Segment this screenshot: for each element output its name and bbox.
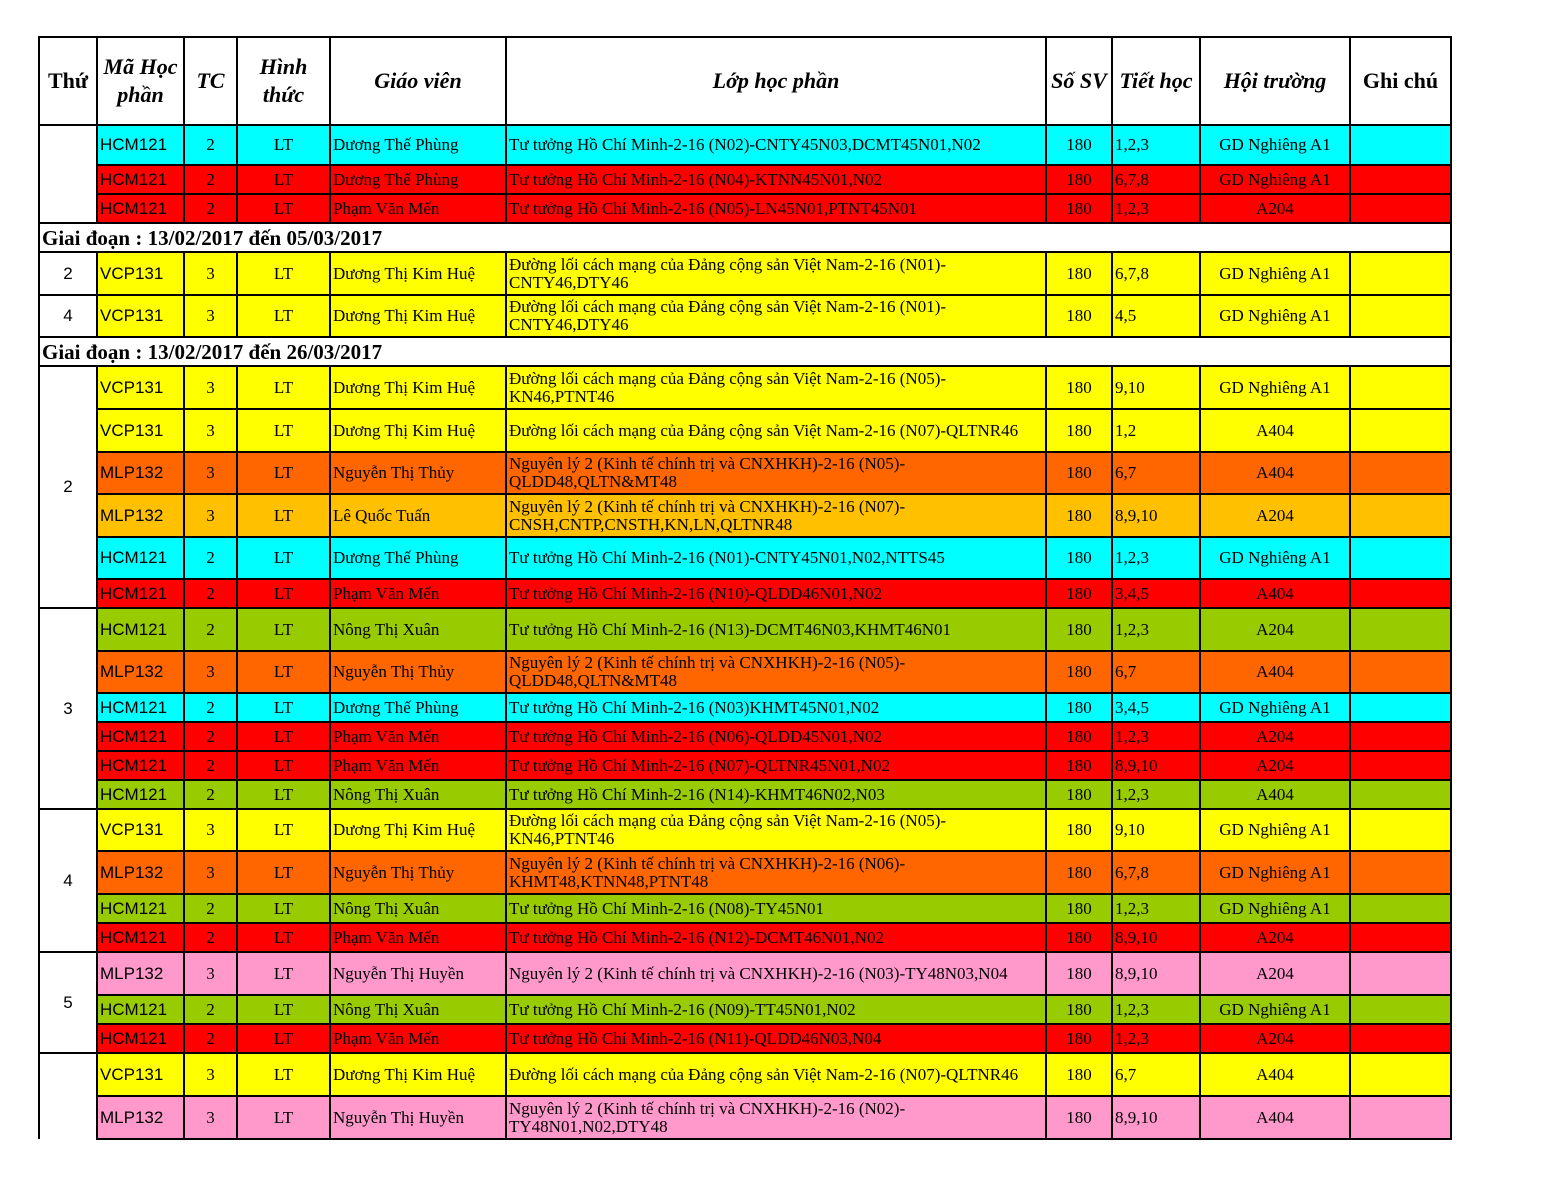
cell-ma-hoc-phan: HCM121 [97, 579, 184, 608]
cell-so-sv: 180 [1046, 608, 1112, 651]
cell-so-sv: 180 [1046, 894, 1112, 923]
header-row [39, 37, 1451, 125]
cell-tc: 3 [184, 252, 237, 295]
cell-tiet-hoc: 4,5 [1112, 295, 1200, 337]
schedule-table [38, 36, 1452, 1140]
cell-hoi-truong: A204 [1200, 494, 1350, 537]
cell-giao-vien: Dương Thị Kim Huệ [330, 409, 506, 452]
cell-thu: 4 [39, 809, 97, 952]
cell-tc: 3 [184, 295, 237, 337]
table-row [39, 608, 1451, 651]
cell-lop-hoc-phan: Tư tưởng Hồ Chí Minh-2-16 (N05)-LN45N01,PTNT45N01 [506, 194, 1046, 223]
cell-tc: 2 [184, 194, 237, 223]
cell-giao-vien: Phạm Văn Mến [330, 1024, 506, 1053]
cell-hinh-thuc: LT [237, 252, 330, 295]
cell-tc: 3 [184, 851, 237, 894]
table-row [39, 809, 1451, 851]
cell-ghi-chu [1350, 894, 1451, 923]
cell-so-sv: 180 [1046, 125, 1112, 165]
cell-lop-hoc-phan: Đường lối cách mạng của Đảng cộng sản Việt Nam-2-16 (N07)-QLTNR46 [506, 409, 1046, 452]
cell-ma-hoc-phan: HCM121 [97, 995, 184, 1024]
cell-so-sv: 180 [1046, 722, 1112, 751]
cell-tiet-hoc: 6,7 [1112, 651, 1200, 693]
cell-lop-hoc-phan: Tư tưởng Hồ Chí Minh-2-16 (N12)-DCMT46N01,N02 [506, 923, 1046, 952]
cell-hinh-thuc: LT [237, 693, 330, 722]
cell-hinh-thuc: LT [237, 1024, 330, 1053]
cell-ma-hoc-phan: HCM121 [97, 125, 184, 165]
cell-ghi-chu [1350, 537, 1451, 579]
header-giao-vien: Giáo viên [330, 37, 506, 125]
cell-ma-hoc-phan: HCM121 [97, 165, 184, 194]
cell-so-sv: 180 [1046, 295, 1112, 337]
cell-ghi-chu [1350, 194, 1451, 223]
table-row [39, 1053, 1451, 1096]
cell-tiet-hoc: 1,2,3 [1112, 722, 1200, 751]
cell-ma-hoc-phan: HCM121 [97, 894, 184, 923]
cell-tiet-hoc: 8,9,10 [1112, 494, 1200, 537]
schedule-body [39, 125, 1451, 1139]
table-row [39, 409, 1451, 452]
cell-hoi-truong: A404 [1200, 1053, 1350, 1096]
cell-so-sv: 180 [1046, 1053, 1112, 1096]
cell-giao-vien: Nguyễn Thị Thủy [330, 651, 506, 693]
cell-hoi-truong: A204 [1200, 952, 1350, 995]
table-row [39, 252, 1451, 295]
cell-so-sv: 180 [1046, 194, 1112, 223]
table-row [39, 194, 1451, 223]
cell-so-sv: 180 [1046, 651, 1112, 693]
cell-giao-vien: Dương Thế Phùng [330, 693, 506, 722]
cell-thu: 2 [39, 252, 97, 295]
cell-so-sv: 180 [1046, 165, 1112, 194]
table-row [39, 651, 1451, 693]
cell-hoi-truong: A404 [1200, 780, 1350, 809]
cell-hinh-thuc: LT [237, 751, 330, 780]
cell-lop-hoc-phan: Tư tưởng Hồ Chí Minh-2-16 (N04)-KTNN45N01,N02 [506, 165, 1046, 194]
header-ghi-chu: Ghi chú [1350, 37, 1451, 125]
cell-giao-vien: Dương Thế Phùng [330, 165, 506, 194]
cell-tc: 3 [184, 494, 237, 537]
table-row [39, 452, 1451, 494]
cell-giao-vien: Phạm Văn Mến [330, 194, 506, 223]
cell-ma-hoc-phan: HCM121 [97, 194, 184, 223]
cell-lop-hoc-phan: Tư tưởng Hồ Chí Minh-2-16 (N14)-KHMT46N02,N03 [506, 780, 1046, 809]
cell-so-sv: 180 [1046, 952, 1112, 995]
cell-hoi-truong: GD Nghiêng A1 [1200, 995, 1350, 1024]
cell-ghi-chu [1350, 452, 1451, 494]
cell-hoi-truong: GD Nghiêng A1 [1200, 537, 1350, 579]
cell-tc: 2 [184, 995, 237, 1024]
cell-giao-vien: Phạm Văn Mến [330, 751, 506, 780]
cell-so-sv: 180 [1046, 780, 1112, 809]
cell-so-sv: 180 [1046, 693, 1112, 722]
cell-lop-hoc-phan: Tư tưởng Hồ Chí Minh-2-16 (N06)-QLDD45N01,N02 [506, 722, 1046, 751]
cell-giao-vien: Dương Thị Kim Huệ [330, 366, 506, 409]
cell-hoi-truong: GD Nghiêng A1 [1200, 851, 1350, 894]
cell-lop-hoc-phan: Tư tưởng Hồ Chí Minh-2-16 (N01)-CNTY45N01,N02,NTTS45 [506, 537, 1046, 579]
cell-hinh-thuc: LT [237, 1096, 330, 1139]
cell-lop-hoc-phan: Nguyên lý 2 (Kinh tế chính trị và CNXHKH)-2-16 (N03)-TY48N03,N04 [506, 952, 1046, 995]
table-row [39, 295, 1451, 337]
cell-ghi-chu [1350, 125, 1451, 165]
cell-tc: 2 [184, 537, 237, 579]
table-row [39, 851, 1451, 894]
cell-tiet-hoc: 1,2,3 [1112, 125, 1200, 165]
cell-hinh-thuc: LT [237, 894, 330, 923]
header-tc: TC [184, 37, 237, 125]
cell-ghi-chu [1350, 1024, 1451, 1053]
cell-hoi-truong: A404 [1200, 1096, 1350, 1139]
cell-tiet-hoc: 9,10 [1112, 366, 1200, 409]
cell-hoi-truong: A204 [1200, 751, 1350, 780]
cell-ghi-chu [1350, 608, 1451, 651]
header-tiet-hoc: Tiết học [1112, 37, 1200, 125]
cell-tiet-hoc: 8,9,10 [1112, 1096, 1200, 1139]
cell-giao-vien: Nguyễn Thị Thủy [330, 851, 506, 894]
cell-ghi-chu [1350, 722, 1451, 751]
cell-ma-hoc-phan: HCM121 [97, 1024, 184, 1053]
cell-hinh-thuc: LT [237, 722, 330, 751]
cell-ma-hoc-phan: MLP132 [97, 494, 184, 537]
cell-so-sv: 180 [1046, 366, 1112, 409]
table-row [39, 722, 1451, 751]
table-row [39, 1096, 1451, 1139]
cell-tiet-hoc: 8,9,10 [1112, 751, 1200, 780]
cell-ma-hoc-phan: HCM121 [97, 780, 184, 809]
cell-tc: 2 [184, 780, 237, 809]
cell-tc: 3 [184, 409, 237, 452]
cell-hinh-thuc: LT [237, 651, 330, 693]
table-row [39, 693, 1451, 722]
cell-giao-vien: Lê Quốc Tuấn [330, 494, 506, 537]
cell-ghi-chu [1350, 651, 1451, 693]
cell-lop-hoc-phan: Nguyên lý 2 (Kinh tế chính trị và CNXHKH)-2-16 (N05)-QLDD48,QLTN&MT48 [506, 651, 1046, 693]
cell-tiet-hoc: 3,4,5 [1112, 693, 1200, 722]
cell-giao-vien: Phạm Văn Mến [330, 923, 506, 952]
cell-hinh-thuc: LT [237, 494, 330, 537]
cell-hinh-thuc: LT [237, 125, 330, 165]
cell-ghi-chu [1350, 252, 1451, 295]
header-lop-hoc-phan: Lớp học phần [506, 37, 1046, 125]
cell-so-sv: 180 [1046, 995, 1112, 1024]
cell-ma-hoc-phan: MLP132 [97, 651, 184, 693]
cell-so-sv: 180 [1046, 851, 1112, 894]
cell-tiet-hoc: 6,7,8 [1112, 165, 1200, 194]
cell-ma-hoc-phan: VCP131 [97, 809, 184, 851]
cell-ma-hoc-phan: VCP131 [97, 366, 184, 409]
cell-ghi-chu [1350, 780, 1451, 809]
cell-hoi-truong: A204 [1200, 923, 1350, 952]
cell-lop-hoc-phan: Tư tưởng Hồ Chí Minh-2-16 (N02)-CNTY45N03,DCMT45N01,N02 [506, 125, 1046, 165]
cell-giao-vien: Dương Thị Kim Huệ [330, 1053, 506, 1096]
cell-giao-vien: Nông Thị Xuân [330, 894, 506, 923]
cell-thu [39, 125, 97, 223]
cell-ma-hoc-phan: MLP132 [97, 952, 184, 995]
cell-lop-hoc-phan: Nguyên lý 2 (Kinh tế chính trị và CNXHKH)-2-16 (N05)-QLDD48,QLTN&MT48 [506, 452, 1046, 494]
cell-giao-vien: Phạm Văn Mến [330, 722, 506, 751]
cell-ghi-chu [1350, 751, 1451, 780]
cell-tc: 3 [184, 452, 237, 494]
cell-giao-vien: Dương Thị Kim Huệ [330, 295, 506, 337]
cell-tc: 3 [184, 366, 237, 409]
cell-ghi-chu [1350, 851, 1451, 894]
cell-ma-hoc-phan: HCM121 [97, 537, 184, 579]
cell-hinh-thuc: LT [237, 579, 330, 608]
cell-thu: 4 [39, 295, 97, 337]
table-row [39, 165, 1451, 194]
cell-hinh-thuc: LT [237, 295, 330, 337]
cell-ma-hoc-phan: MLP132 [97, 1096, 184, 1139]
cell-hoi-truong: A204 [1200, 608, 1350, 651]
cell-thu: 2 [39, 366, 97, 608]
cell-ghi-chu [1350, 952, 1451, 995]
cell-ghi-chu [1350, 409, 1451, 452]
cell-tiet-hoc: 1,2,3 [1112, 194, 1200, 223]
cell-ma-hoc-phan: HCM121 [97, 923, 184, 952]
table-row [39, 923, 1451, 952]
cell-tc: 3 [184, 809, 237, 851]
cell-ghi-chu [1350, 809, 1451, 851]
table-row [39, 780, 1451, 809]
cell-lop-hoc-phan: Nguyên lý 2 (Kinh tế chính trị và CNXHKH)-2-16 (N06)-KHMT48,KTNN48,PTNT48 [506, 851, 1046, 894]
cell-lop-hoc-phan: Tư tưởng Hồ Chí Minh-2-16 (N13)-DCMT46N03,KHMT46N01 [506, 608, 1046, 651]
cell-tiet-hoc: 1,2,3 [1112, 608, 1200, 651]
cell-so-sv: 180 [1046, 537, 1112, 579]
cell-lop-hoc-phan: Tư tưởng Hồ Chí Minh-2-16 (N09)-TT45N01,N02 [506, 995, 1046, 1024]
cell-so-sv: 180 [1046, 579, 1112, 608]
cell-tc: 3 [184, 1053, 237, 1096]
cell-hinh-thuc: LT [237, 194, 330, 223]
phase-label: Giai đoạn : 13/02/2017 đến 05/03/2017 [39, 223, 1451, 252]
cell-lop-hoc-phan: Tư tưởng Hồ Chí Minh-2-16 (N07)-QLTNR45N01,N02 [506, 751, 1046, 780]
cell-giao-vien: Nguyễn Thị Thủy [330, 452, 506, 494]
cell-ma-hoc-phan: MLP132 [97, 851, 184, 894]
table-row [39, 125, 1451, 165]
cell-tc: 2 [184, 125, 237, 165]
cell-so-sv: 180 [1046, 923, 1112, 952]
cell-tiet-hoc: 1,2,3 [1112, 995, 1200, 1024]
cell-tiet-hoc: 8,9,10 [1112, 923, 1200, 952]
cell-so-sv: 180 [1046, 1096, 1112, 1139]
cell-lop-hoc-phan: Tư tưởng Hồ Chí Minh-2-16 (N03)KHMT45N01,N02 [506, 693, 1046, 722]
cell-tc: 2 [184, 165, 237, 194]
cell-tc: 2 [184, 1024, 237, 1053]
cell-lop-hoc-phan: Đường lối cách mạng của Đảng cộng sản Việt Nam-2-16 (N05)-KN46,PTNT46 [506, 366, 1046, 409]
table-row [39, 537, 1451, 579]
cell-ghi-chu [1350, 295, 1451, 337]
cell-tiet-hoc: 6,7 [1112, 1053, 1200, 1096]
cell-hoi-truong: GD Nghiêng A1 [1200, 295, 1350, 337]
cell-hoi-truong: GD Nghiêng A1 [1200, 125, 1350, 165]
cell-tc: 2 [184, 894, 237, 923]
cell-ghi-chu [1350, 494, 1451, 537]
cell-tiet-hoc: 6,7,8 [1112, 252, 1200, 295]
cell-tiet-hoc: 1,2 [1112, 409, 1200, 452]
cell-lop-hoc-phan: Đường lối cách mạng của Đảng cộng sản Việt Nam-2-16 (N01)-CNTY46,DTY46 [506, 295, 1046, 337]
table-row [39, 751, 1451, 780]
cell-hinh-thuc: LT [237, 851, 330, 894]
cell-lop-hoc-phan: Đường lối cách mạng của Đảng cộng sản Việt Nam-2-16 (N07)-QLTNR46 [506, 1053, 1046, 1096]
cell-giao-vien: Dương Thị Kim Huệ [330, 809, 506, 851]
cell-hoi-truong: A404 [1200, 452, 1350, 494]
table-row [39, 494, 1451, 537]
cell-lop-hoc-phan: Tư tưởng Hồ Chí Minh-2-16 (N08)-TY45N01 [506, 894, 1046, 923]
cell-so-sv: 180 [1046, 1024, 1112, 1053]
cell-hoi-truong: A204 [1200, 1024, 1350, 1053]
cell-hinh-thuc: LT [237, 1053, 330, 1096]
cell-tiet-hoc: 6,7 [1112, 452, 1200, 494]
table-row [39, 952, 1451, 995]
cell-hoi-truong: GD Nghiêng A1 [1200, 252, 1350, 295]
cell-lop-hoc-phan: Nguyên lý 2 (Kinh tế chính trị và CNXHKH)-2-16 (N02)-TY48N01,N02,DTY48 [506, 1096, 1046, 1139]
cell-tiet-hoc: 3,4,5 [1112, 579, 1200, 608]
cell-hinh-thuc: LT [237, 780, 330, 809]
cell-ghi-chu [1350, 1096, 1451, 1139]
cell-hoi-truong: GD Nghiêng A1 [1200, 366, 1350, 409]
cell-hinh-thuc: LT [237, 537, 330, 579]
cell-tc: 2 [184, 579, 237, 608]
cell-ma-hoc-phan: HCM121 [97, 608, 184, 651]
cell-lop-hoc-phan: Tư tưởng Hồ Chí Minh-2-16 (N11)-QLDD46N03,N04 [506, 1024, 1046, 1053]
cell-ma-hoc-phan: HCM121 [97, 693, 184, 722]
phase-row [39, 337, 1451, 366]
cell-hoi-truong: A404 [1200, 651, 1350, 693]
cell-giao-vien: Dương Thị Kim Huệ [330, 252, 506, 295]
cell-giao-vien: Nông Thị Xuân [330, 995, 506, 1024]
table-row [39, 366, 1451, 409]
cell-tc: 2 [184, 923, 237, 952]
cell-ghi-chu [1350, 366, 1451, 409]
cell-hinh-thuc: LT [237, 809, 330, 851]
header-so-sv: Số SV [1046, 37, 1112, 125]
cell-ghi-chu [1350, 693, 1451, 722]
cell-tc: 3 [184, 651, 237, 693]
cell-tiet-hoc: 1,2,3 [1112, 780, 1200, 809]
cell-giao-vien: Nông Thị Xuân [330, 608, 506, 651]
cell-giao-vien: Nguyễn Thị Huyền [330, 1096, 506, 1139]
cell-hoi-truong: GD Nghiêng A1 [1200, 894, 1350, 923]
cell-hoi-truong: A404 [1200, 579, 1350, 608]
cell-hoi-truong: GD Nghiêng A1 [1200, 693, 1350, 722]
cell-thu [39, 1053, 97, 1139]
header-thu: Thứ [39, 37, 97, 125]
cell-tc: 2 [184, 608, 237, 651]
cell-ma-hoc-phan: MLP132 [97, 452, 184, 494]
cell-so-sv: 180 [1046, 809, 1112, 851]
table-row [39, 1024, 1451, 1053]
cell-hinh-thuc: LT [237, 608, 330, 651]
cell-giao-vien: Phạm Văn Mến [330, 579, 506, 608]
cell-tiet-hoc: 6,7,8 [1112, 851, 1200, 894]
cell-ma-hoc-phan: HCM121 [97, 751, 184, 780]
cell-hoi-truong: A204 [1200, 194, 1350, 223]
cell-giao-vien: Dương Thế Phùng [330, 537, 506, 579]
cell-giao-vien: Dương Thế Phùng [330, 125, 506, 165]
cell-hinh-thuc: LT [237, 366, 330, 409]
cell-ma-hoc-phan: HCM121 [97, 722, 184, 751]
cell-tiet-hoc: 8,9,10 [1112, 952, 1200, 995]
cell-hinh-thuc: LT [237, 409, 330, 452]
cell-ghi-chu [1350, 995, 1451, 1024]
cell-tc: 3 [184, 952, 237, 995]
cell-hinh-thuc: LT [237, 952, 330, 995]
cell-thu: 5 [39, 952, 97, 1053]
cell-tiet-hoc: 1,2,3 [1112, 537, 1200, 579]
header-hoi-truong: Hội trường [1200, 37, 1350, 125]
cell-hoi-truong: GD Nghiêng A1 [1200, 165, 1350, 194]
cell-so-sv: 180 [1046, 252, 1112, 295]
cell-lop-hoc-phan: Tư tưởng Hồ Chí Minh-2-16 (N10)-QLDD46N01,N02 [506, 579, 1046, 608]
cell-hoi-truong: GD Nghiêng A1 [1200, 809, 1350, 851]
cell-ghi-chu [1350, 165, 1451, 194]
cell-tiet-hoc: 9,10 [1112, 809, 1200, 851]
cell-giao-vien: Nguyễn Thị Huyền [330, 952, 506, 995]
table-row [39, 579, 1451, 608]
cell-hoi-truong: A204 [1200, 722, 1350, 751]
cell-so-sv: 180 [1046, 751, 1112, 780]
cell-tc: 3 [184, 1096, 237, 1139]
cell-hinh-thuc: LT [237, 923, 330, 952]
cell-hinh-thuc: LT [237, 452, 330, 494]
cell-ma-hoc-phan: VCP131 [97, 1053, 184, 1096]
cell-ghi-chu [1350, 1053, 1451, 1096]
cell-ma-hoc-phan: VCP131 [97, 252, 184, 295]
cell-hinh-thuc: LT [237, 995, 330, 1024]
table-row [39, 894, 1451, 923]
cell-ma-hoc-phan: VCP131 [97, 409, 184, 452]
cell-ghi-chu [1350, 923, 1451, 952]
phase-label: Giai đoạn : 13/02/2017 đến 26/03/2017 [39, 337, 1451, 366]
cell-ghi-chu [1350, 579, 1451, 608]
cell-so-sv: 180 [1046, 452, 1112, 494]
cell-lop-hoc-phan: Đường lối cách mạng của Đảng cộng sản Việt Nam-2-16 (N05)-KN46,PTNT46 [506, 809, 1046, 851]
cell-giao-vien: Nông Thị Xuân [330, 780, 506, 809]
cell-so-sv: 180 [1046, 409, 1112, 452]
cell-so-sv: 180 [1046, 494, 1112, 537]
cell-lop-hoc-phan: Đường lối cách mạng của Đảng cộng sản Việt Nam-2-16 (N01)-CNTY46,DTY46 [506, 252, 1046, 295]
table-row [39, 995, 1451, 1024]
cell-thu: 3 [39, 608, 97, 809]
cell-tc: 2 [184, 722, 237, 751]
cell-hinh-thuc: LT [237, 165, 330, 194]
cell-tiet-hoc: 1,2,3 [1112, 894, 1200, 923]
cell-hoi-truong: A404 [1200, 409, 1350, 452]
cell-ma-hoc-phan: VCP131 [97, 295, 184, 337]
header-ma-hoc-phan: Mã Học phần [97, 37, 184, 125]
cell-tc: 2 [184, 693, 237, 722]
cell-lop-hoc-phan: Nguyên lý 2 (Kinh tế chính trị và CNXHKH)-2-16 (N07)-CNSH,CNTP,CNSTH,KN,LN,QLTNR48 [506, 494, 1046, 537]
cell-tiet-hoc: 1,2,3 [1112, 1024, 1200, 1053]
cell-tc: 2 [184, 751, 237, 780]
phase-row [39, 223, 1451, 252]
header-hinh-thuc: Hình thức [237, 37, 330, 125]
